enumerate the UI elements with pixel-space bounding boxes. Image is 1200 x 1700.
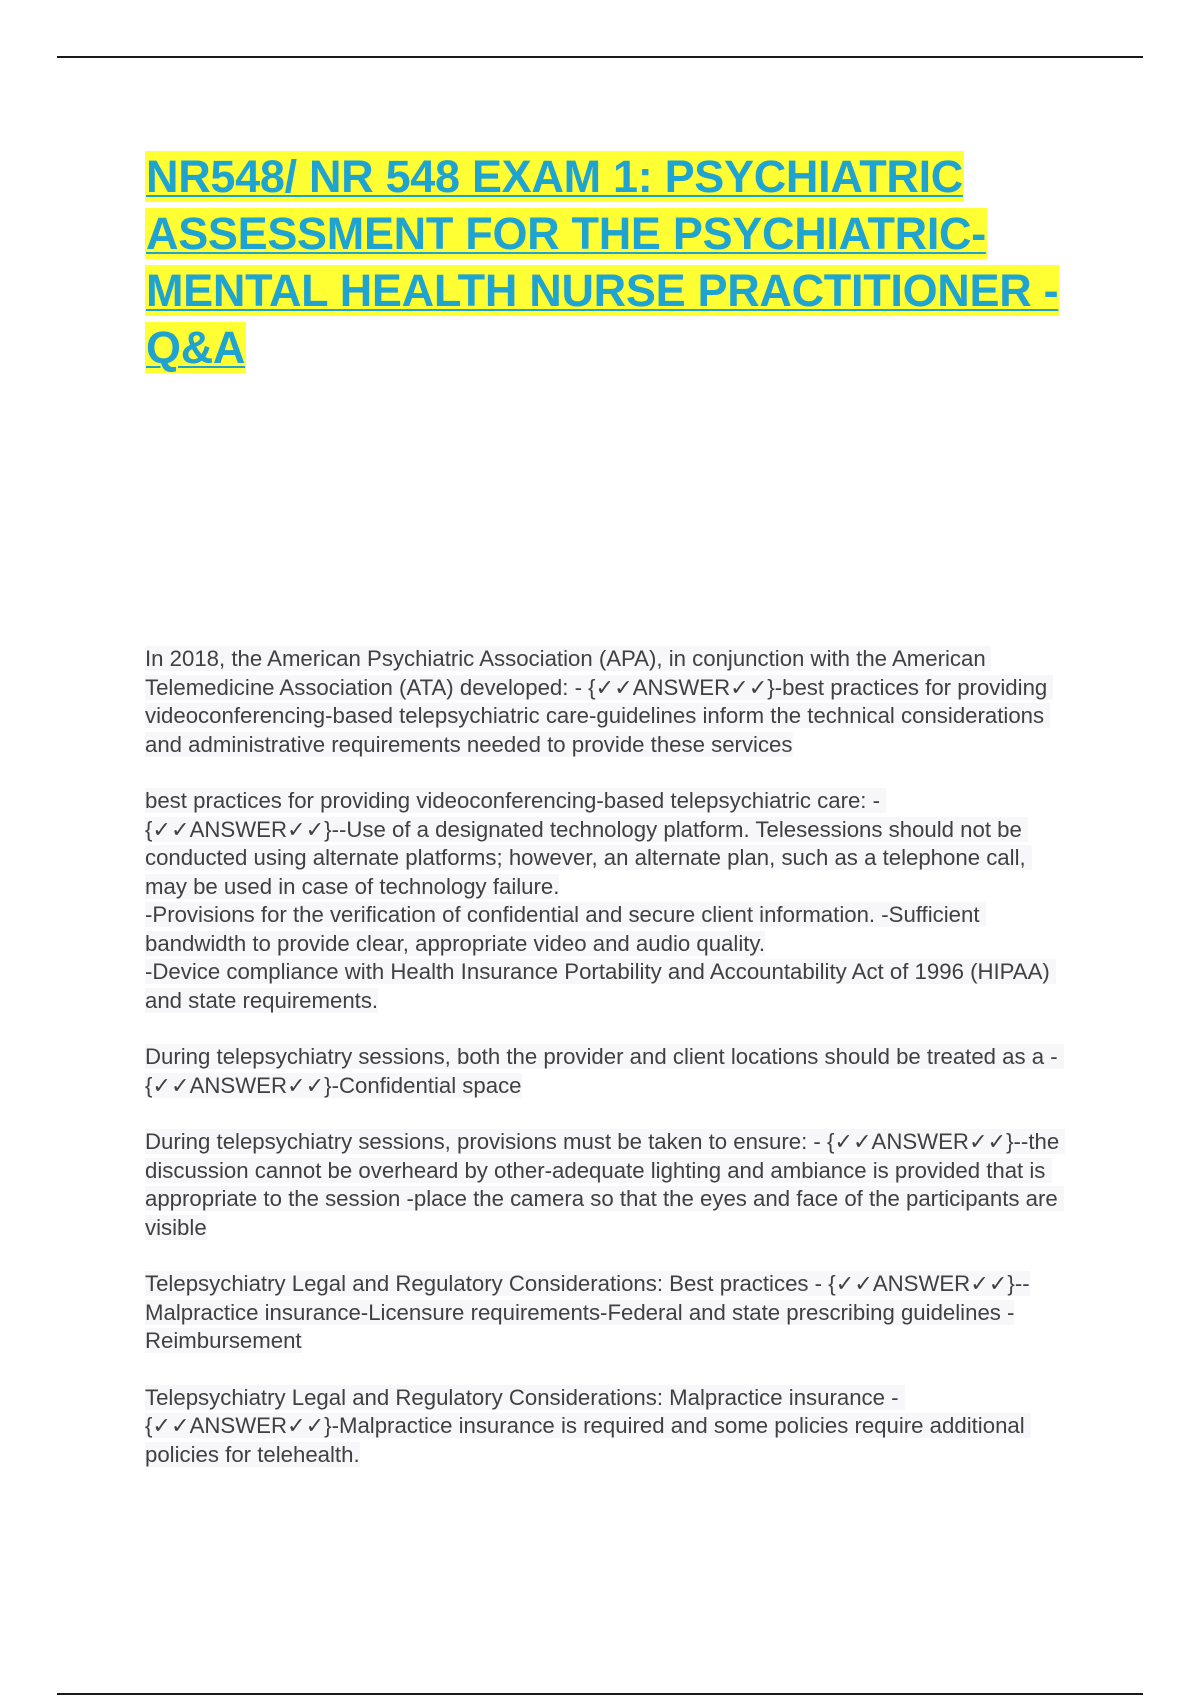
- qa-item: [145, 1270, 1065, 1356]
- qa-list: [145, 645, 1065, 1497]
- qa-answer-marker: {✓✓ANSWER✓✓}: [145, 816, 332, 842]
- qa-answer: -best practices for providing videoconferencing-based telepsychiatric care-guidelines inform the technical considerations and administrative requirements needed to provide these services: [145, 674, 1054, 757]
- qa-item: [145, 787, 1065, 1015]
- document-title: [145, 148, 1085, 376]
- qa-answer-marker: {✓✓ANSWER✓✓}: [588, 674, 775, 700]
- qa-answer-marker: {✓✓ANSWER✓✓}: [828, 1271, 1015, 1296]
- qa-question: best practices for providing videoconferencing-based telepsychiatric care: -: [145, 788, 887, 813]
- qa-answer: -Malpractice insurance is required and some policies require additional policies for telehealth.: [145, 1413, 1031, 1467]
- qa-answer: --Malpractice insurance-Licensure requirements-Federal and state prescribing guidelines -Reimbursement: [145, 1271, 1030, 1353]
- qa-item: [145, 1043, 1065, 1100]
- qa-answer: --Use of a designated technology platform. Telesessions should not be conducted using alternate platforms; however, an alternate plan, such as a telephone call, may be used in case of technology failure. -Provisions for the verification of confidential and secure client information. -Sufficient bandwidth to provide clear, appropriate video and audio quality. -Device compliance with Health Insurance Portability and Accountability Act of 1996 (HIPAA) and state requirements.: [145, 817, 1056, 1013]
- qa-item: [145, 645, 1065, 759]
- qa-question: During telepsychiatry sessions, both the provider and client locations should be treated as a -: [145, 1044, 1064, 1069]
- qa-item: [145, 1128, 1065, 1242]
- qa-answer-marker: {✓✓ANSWER✓✓}: [145, 1072, 332, 1098]
- qa-answer: --the discussion cannot be overheard by other-adequate lighting and ambiance is provided that is appropriate to the session -place the camera so that the eyes and face of the participants are visible: [145, 1129, 1066, 1240]
- qa-item: [145, 1384, 1065, 1470]
- top-rule: [57, 56, 1143, 58]
- qa-answer: -Confidential space: [331, 1072, 522, 1098]
- document-title-text: NR548/ NR 548 EXAM 1: PSYCHIATRIC ASSESSMENT FOR THE PSYCHIATRIC-MENTAL HEALTH NURSE PRACTITIONER -Q&A: [146, 151, 1059, 373]
- bottom-rule: [57, 1693, 1143, 1695]
- qa-question: During telepsychiatry sessions, provisions must be taken to ensure: -: [145, 1129, 827, 1154]
- qa-question: Telepsychiatry Legal and Regulatory Considerations: Malpractice insurance -: [145, 1384, 905, 1410]
- qa-question: Telepsychiatry Legal and Regulatory Considerations: Best practices -: [145, 1271, 829, 1296]
- qa-answer-marker: {✓✓ANSWER✓✓}: [145, 1413, 332, 1438]
- qa-question: In 2018, the American Psychiatric Association (APA), in conjunction with the American Telemedicine Association (ATA) developed: -: [145, 646, 992, 700]
- qa-answer-marker: {✓✓ANSWER✓✓}: [826, 1129, 1014, 1154]
